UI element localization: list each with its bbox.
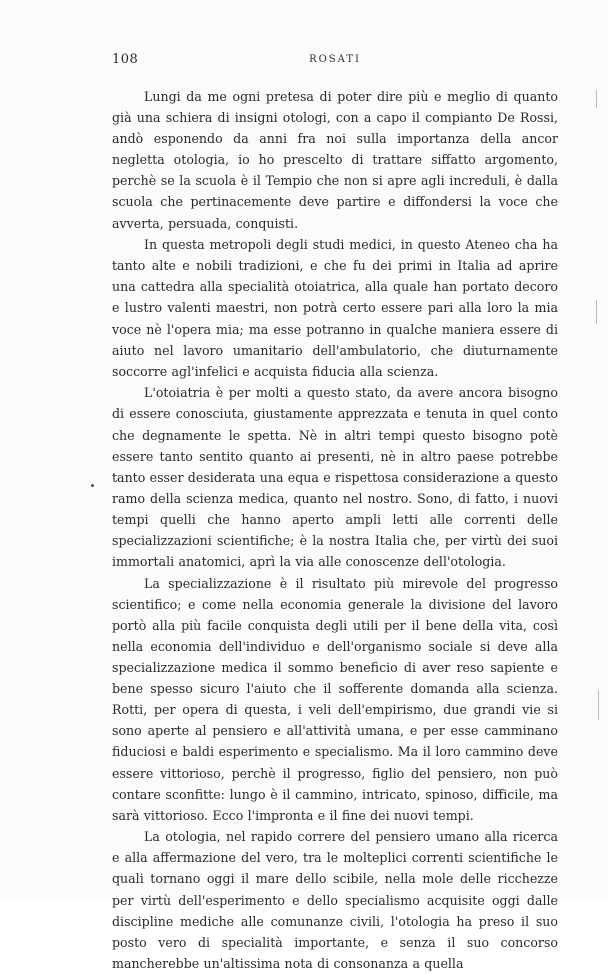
page-edge-mark bbox=[596, 300, 597, 324]
margin-dot-mark bbox=[91, 484, 94, 487]
page-edge-mark bbox=[596, 90, 597, 108]
paragraph: La otologia, nel rapido correre del pensiero umano alla ricerca e alla affermazione del vero, tra le molteplici correnti scientifiche le quali tornano oggi il mare dello scibile, nella mole delle ricchezze per virtù dell'esperimento e dello specialismo acquisite oggi dalle discipline mediche alle comunanze civili, l'otologia ha preso il suo posto vero di specialità importante, e senza il suo concorso mancherebbe un'altissima nota di consonanza a quella bbox=[112, 829, 558, 971]
paragraph: La specializzazione è il risultato più mirevole del progresso scientifico; e come nella economia generale la divisione del lavoro portò alla più facile conquista degli utili per il bene della vita, così nella economia dell'individuo e dell'organismo sociale si deve alla specializzazione medica il sommo beneficio di aver reso sapiente e bene spesso sicuro l'aiuto che il sofferente domanda alla scienza. Rotti, per opera di questa, i veli dell'empirismo, due grandi vie si sono aperte al pensiero e all'attività umana, e per esse camminano fiduciosi e baldi esperimento e specialismo. Ma il loro cammino deve essere vittorioso, perchè il progresso, figlio del pensiero, non può contare sconfitte: lungo è il cammino, intricato, spinoso, difficile, ma sarà vittorioso. Ecco l'impronta e il fine dei nuovi tempi. bbox=[112, 575, 558, 823]
page-number: 108 bbox=[112, 52, 139, 67]
paragraph: Lungi da me ogni pretesa di poter dire più e meglio di quanto già una schiera di insigni otologi, con a capo il compianto De Rossi, andò esponendo da anni fra noi sulla importanza della ancor negletta otologia, io ho prescelto di trattare siffatto argomento, perchè se la scuola è il Tempio che non si apre agli increduli, è dalla scuola che pertinacemente deve partire e diffondersi la voce che avverta, persuada, conquisti. bbox=[112, 89, 558, 231]
page-edge-mark bbox=[598, 690, 599, 720]
paragraph: In questa metropoli degli studi medici, in questo Ateneo cha ha tanto alte e nobili tradizioni, e che fu dei primi in Italia ad aprire una cattedra alla specialità otoiatrica, alla quale han portato decoro e lustro valenti maestri, non potrà certo essere pari alla loro la mia voce nè l'opera mia; ma esse potranno in qualche maniera essere di aiuto nel lavoro umanitario dell'ambulatorio, che diuturnamente soccorre agl'infelici e acquista fiducia alla scienza. bbox=[112, 237, 558, 379]
page-header bbox=[112, 52, 558, 72]
paragraph: L'otoiatria è per molti a questo stato, da avere ancora bisogno di essere conosciuta, giustamente apprezzata e tenuta in quel conto che degnamente le spetta. Nè in altri tempi questo bisogno potè essere tanto sentito quanto ai presenti, nè in altro paese potrebbe tanto esser desiderata una equa e rispettosa considerazione a questo ramo della scienza medica, quanto nel nostro. Sono, di fatto, i nuovi tempi quelli che hanno aperto ampli letti alle correnti delle specializzazioni scientifiche; è la nostra Italia che, per virtù dei suoi immortali anatomici, aprì la via alle conoscenze dell'otologia. bbox=[112, 385, 558, 570]
body-text bbox=[112, 86, 558, 974]
running-head: ROSATI bbox=[309, 54, 361, 65]
